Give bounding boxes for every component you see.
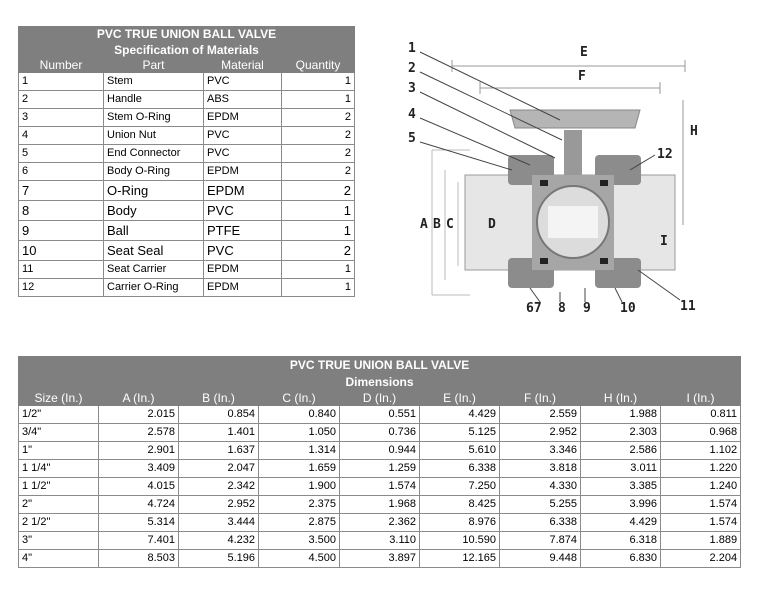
callout-2: 2 [408, 61, 416, 76]
col-e: E (In.) [420, 391, 500, 406]
part-material: EPDM [204, 181, 282, 201]
col-i: I (In.) [661, 391, 741, 406]
part-name: Seat Seal [104, 241, 204, 261]
dim-cell-f: 4.330 [500, 478, 581, 496]
callout-3: 3 [408, 81, 416, 96]
dim-cell-a: 5.314 [99, 514, 179, 532]
part-name: Union Nut [104, 127, 204, 145]
dim-cell-h: 2.586 [581, 442, 661, 460]
part-material: EPDM [204, 109, 282, 127]
materials-row [19, 73, 355, 91]
dim-cell-d: 3.110 [340, 532, 420, 550]
part-number: 4 [19, 127, 104, 145]
dim-cell-b: 2.342 [179, 478, 259, 496]
part-name: Body [104, 201, 204, 221]
col-part: Part [104, 59, 204, 73]
dim-cell-d: 2.362 [340, 514, 420, 532]
col-quantity: Quantity [282, 59, 355, 73]
part-number: 7 [19, 181, 104, 201]
part-name: Ball [104, 221, 204, 241]
dim-cell-d: 0.736 [340, 424, 420, 442]
col-b: B (In.) [179, 391, 259, 406]
part-name: Body O-Ring [104, 163, 204, 181]
dimensions-row [19, 424, 741, 442]
dim-cell-b: 2.047 [179, 460, 259, 478]
dim-cell-size: 3/4" [19, 424, 99, 442]
dim-cell-i: 1.889 [661, 532, 741, 550]
part-number: 3 [19, 109, 104, 127]
dim-cell-b: 2.952 [179, 496, 259, 514]
dim-label-b: B [433, 217, 441, 232]
dim-cell-d: 3.897 [340, 550, 420, 568]
part-quantity: 2 [282, 241, 355, 261]
materials-row [19, 201, 355, 221]
col-material: Material [204, 59, 282, 73]
part-quantity: 2 [282, 127, 355, 145]
dim-cell-b: 4.232 [179, 532, 259, 550]
part-material: PVC [204, 201, 282, 221]
dim-cell-e: 4.429 [420, 406, 500, 424]
dim-cell-i: 1.102 [661, 442, 741, 460]
part-number: 12 [19, 279, 104, 297]
dim-cell-e: 8.425 [420, 496, 500, 514]
dim-cell-f: 7.874 [500, 532, 581, 550]
part-number: 9 [19, 221, 104, 241]
part-quantity: 1 [282, 73, 355, 91]
dim-cell-a: 2.578 [99, 424, 179, 442]
col-a: A (In.) [99, 391, 179, 406]
dim-cell-d: 1.968 [340, 496, 420, 514]
part-material: PTFE [204, 221, 282, 241]
part-number: 2 [19, 91, 104, 109]
dim-cell-size: 4" [19, 550, 99, 568]
dim-cell-c: 2.875 [259, 514, 340, 532]
dim-cell-size: 1/2" [19, 406, 99, 424]
dim-cell-e: 8.976 [420, 514, 500, 532]
dim-cell-size: 2" [19, 496, 99, 514]
dim-cell-h: 3.385 [581, 478, 661, 496]
dim-cell-a: 4.724 [99, 496, 179, 514]
dim-cell-e: 10.590 [420, 532, 500, 550]
dim-cell-d: 0.944 [340, 442, 420, 460]
dim-cell-a: 2.901 [99, 442, 179, 460]
dim-cell-c: 1.900 [259, 478, 340, 496]
dim-cell-c: 4.500 [259, 550, 340, 568]
dim-cell-h: 4.429 [581, 514, 661, 532]
dim-label-f: F [578, 69, 586, 84]
materials-row [19, 221, 355, 241]
dim-cell-a: 8.503 [99, 550, 179, 568]
dim-cell-i: 1.574 [661, 514, 741, 532]
part-number: 5 [19, 145, 104, 163]
dim-cell-size: 2 1/2" [19, 514, 99, 532]
part-quantity: 2 [282, 163, 355, 181]
dim-cell-size: 1 1/2" [19, 478, 99, 496]
materials-row [19, 261, 355, 279]
materials-row [19, 181, 355, 201]
dimensions-row [19, 406, 741, 424]
part-name: Stem [104, 73, 204, 91]
dim-cell-b: 5.196 [179, 550, 259, 568]
part-name: O-Ring [104, 181, 204, 201]
dim-cell-e: 7.250 [420, 478, 500, 496]
dim-cell-b: 0.854 [179, 406, 259, 424]
dim-cell-size: 1" [19, 442, 99, 460]
materials-rows [19, 73, 355, 297]
dimensions-table [18, 356, 741, 568]
part-material: EPDM [204, 279, 282, 297]
part-material: PVC [204, 73, 282, 91]
callout-11: 11 [680, 299, 696, 314]
dim-cell-i: 2.204 [661, 550, 741, 568]
part-quantity: 1 [282, 221, 355, 241]
dim-cell-i: 0.811 [661, 406, 741, 424]
dimensions-row [19, 478, 741, 496]
part-material: PVC [204, 241, 282, 261]
part-name: Seat Carrier [104, 261, 204, 279]
col-size: Size (In.) [19, 391, 99, 406]
dimensions-row [19, 460, 741, 478]
dim-cell-c: 2.375 [259, 496, 340, 514]
dimensions-rows [19, 406, 741, 568]
callout-i: I [660, 234, 668, 249]
part-number: 6 [19, 163, 104, 181]
dim-cell-c: 1.314 [259, 442, 340, 460]
dim-cell-e: 5.125 [420, 424, 500, 442]
part-name: Carrier O-Ring [104, 279, 204, 297]
dim-cell-c: 1.050 [259, 424, 340, 442]
callout-10: 10 [620, 301, 636, 316]
callout-8: 8 [558, 301, 566, 316]
part-material: ABS [204, 91, 282, 109]
callout-9: 9 [583, 301, 591, 316]
valve-cross-section-diagram [390, 30, 750, 330]
part-quantity: 2 [282, 181, 355, 201]
materials-row [19, 127, 355, 145]
dim-cell-e: 6.338 [420, 460, 500, 478]
dim-cell-f: 6.338 [500, 514, 581, 532]
dim-cell-h: 1.988 [581, 406, 661, 424]
part-name: End Connector [104, 145, 204, 163]
dim-label-a: A [420, 217, 428, 232]
dim-label-h: H [690, 124, 698, 139]
dim-cell-b: 3.444 [179, 514, 259, 532]
dim-cell-f: 2.952 [500, 424, 581, 442]
materials-row [19, 241, 355, 261]
col-f: F (In.) [500, 391, 581, 406]
dim-cell-d: 1.574 [340, 478, 420, 496]
dim-cell-h: 6.830 [581, 550, 661, 568]
dim-cell-a: 2.015 [99, 406, 179, 424]
part-quantity: 1 [282, 279, 355, 297]
materials-row [19, 109, 355, 127]
part-number: 1 [19, 73, 104, 91]
dim-cell-a: 3.409 [99, 460, 179, 478]
dimensions-row [19, 532, 741, 550]
col-h: H (In.) [581, 391, 661, 406]
dim-label-d: D [488, 217, 496, 232]
dim-cell-a: 4.015 [99, 478, 179, 496]
materials-title: PVC TRUE UNION BALL VALVE [19, 27, 355, 43]
col-d: D (In.) [340, 391, 420, 406]
callout-67: 67 [526, 301, 542, 316]
callout-12: 12 [657, 147, 673, 162]
materials-row [19, 163, 355, 181]
materials-row [19, 145, 355, 163]
dim-cell-i: 1.574 [661, 496, 741, 514]
dim-cell-e: 5.610 [420, 442, 500, 460]
part-quantity: 2 [282, 145, 355, 163]
valve-drawing [420, 52, 685, 302]
part-number: 11 [19, 261, 104, 279]
dim-cell-h: 3.011 [581, 460, 661, 478]
dim-cell-h: 2.303 [581, 424, 661, 442]
dimensions-subtitle: Dimensions [19, 374, 741, 391]
dim-cell-size: 1 1/4" [19, 460, 99, 478]
dim-cell-c: 3.500 [259, 532, 340, 550]
part-material: EPDM [204, 261, 282, 279]
dim-cell-f: 9.448 [500, 550, 581, 568]
dim-cell-d: 0.551 [340, 406, 420, 424]
callout-1: 1 [408, 41, 416, 56]
dim-cell-c: 0.840 [259, 406, 340, 424]
col-number: Number [19, 59, 104, 73]
dim-cell-b: 1.401 [179, 424, 259, 442]
dimensions-row [19, 496, 741, 514]
dim-cell-f: 5.255 [500, 496, 581, 514]
part-quantity: 1 [282, 91, 355, 109]
materials-table [18, 26, 355, 297]
col-c: C (In.) [259, 391, 340, 406]
dim-cell-f: 2.559 [500, 406, 581, 424]
dim-cell-e: 12.165 [420, 550, 500, 568]
materials-row [19, 91, 355, 109]
dim-cell-f: 3.346 [500, 442, 581, 460]
dim-cell-a: 7.401 [99, 532, 179, 550]
dim-cell-i: 0.968 [661, 424, 741, 442]
materials-subtitle: Specification of Materials [19, 43, 355, 59]
part-quantity: 1 [282, 201, 355, 221]
dim-cell-b: 1.637 [179, 442, 259, 460]
dimensions-row [19, 550, 741, 568]
part-quantity: 2 [282, 109, 355, 127]
dimensions-row [19, 442, 741, 460]
callout-4: 4 [408, 107, 416, 122]
dim-cell-h: 6.318 [581, 532, 661, 550]
dim-cell-h: 3.996 [581, 496, 661, 514]
dim-cell-size: 3" [19, 532, 99, 550]
dimensions-title: PVC TRUE UNION BALL VALVE [19, 357, 741, 374]
materials-row [19, 279, 355, 297]
callout-5: 5 [408, 131, 416, 146]
dim-cell-c: 1.659 [259, 460, 340, 478]
dim-cell-i: 1.220 [661, 460, 741, 478]
dim-label-c: C [446, 217, 454, 232]
dimensions-row [19, 514, 741, 532]
part-name: Handle [104, 91, 204, 109]
part-quantity: 1 [282, 261, 355, 279]
dim-cell-d: 1.259 [340, 460, 420, 478]
part-material: PVC [204, 145, 282, 163]
part-material: PVC [204, 127, 282, 145]
dim-label-e: E [580, 45, 588, 60]
part-name: Stem O-Ring [104, 109, 204, 127]
dim-cell-f: 3.818 [500, 460, 581, 478]
part-number: 10 [19, 241, 104, 261]
part-number: 8 [19, 201, 104, 221]
part-material: EPDM [204, 163, 282, 181]
dim-cell-i: 1.240 [661, 478, 741, 496]
